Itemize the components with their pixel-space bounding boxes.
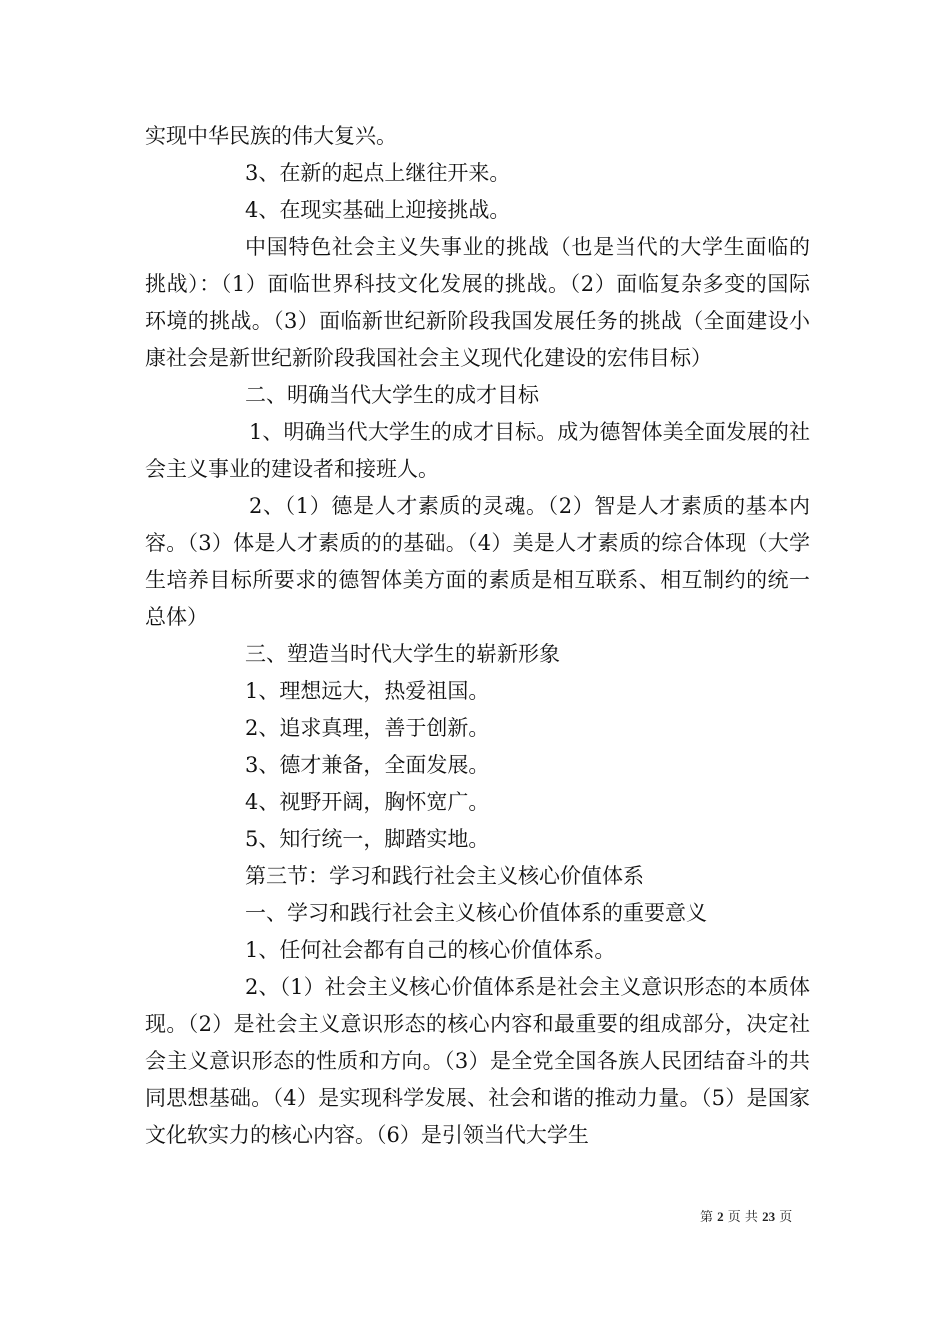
paragraph: 2、（1）社会主义核心价值体系是社会主义意识形态的本质体现。（2）是社会主义意识形态的核心内容和最重要的组成部分，决定社会主义意识形态的性质和方向。（3）是全党全国各族人民团结奋斗的共同思想基础。（4）是实现科学发展、社会和谐的推动力量。（5）是国家文化软实力的核心内容。（6）是引领当代大学生 [145,975,810,1147]
document-body [145,118,810,1154]
paragraph: 中国特色社会主义失事业的挑战（也是当代的大学生面临的挑战）：（1）面临世界科技文化发展的挑战。（2）面临复杂多变的国际环境的挑战。（3）面临新世纪新阶段我国发展任务的挑战（全面建设小康社会是新世纪新阶段我国社会主义现代化建设的宏伟目标） [145,235,810,370]
total-page-count: 23 [762,1209,776,1224]
list-item: 1、理想远大，热爱祖国。 [245,679,490,703]
list-item: 5、知行统一，脚踏实地。 [245,827,490,851]
chapter-section-title: 第三节：学习和践行社会主义核心价值体系 [245,864,644,888]
section-heading: 三、塑造当时代大学生的崭新形象 [245,642,560,666]
paragraph-continuation: 实现中华民族的伟大复兴。 [145,124,397,148]
footer-middle: 页 共 [727,1210,758,1225]
list-item: 4、在现实基础上迎接挑战。 [245,198,511,222]
footer-suffix: 页 [779,1210,793,1225]
list-item: 3、在新的起点上继往开来。 [245,161,511,185]
list-item: 4、视野开阔，胸怀宽广。 [245,790,490,814]
section-heading: 一、学习和践行社会主义核心价值体系的重要意义 [245,901,707,925]
footer-prefix: 第 [700,1210,714,1225]
list-item: 3、德才兼备，全面发展。 [245,753,490,777]
paragraph: 2、（1）德是人才素质的灵魂。（2）智是人才素质的基本内容。（3）体是人才素质的的基础。（4）美是人才素质的综合体现（大学生培养目标所要求的德智体美方面的素质是相互联系、相互制约的统一总体） [145,494,810,629]
current-page-number: 2 [717,1209,724,1224]
page-footer [700,1206,792,1225]
list-item: 1、任何社会都有自己的核心价值体系。 [245,938,616,962]
paragraph: 1、明确当代大学生的成才目标。成为德智体美全面发展的社会主义事业的建设者和接班人。 [145,420,810,481]
section-heading: 二、明确当代大学生的成才目标 [245,383,539,407]
list-item: 2、追求真理，善于创新。 [245,716,490,740]
